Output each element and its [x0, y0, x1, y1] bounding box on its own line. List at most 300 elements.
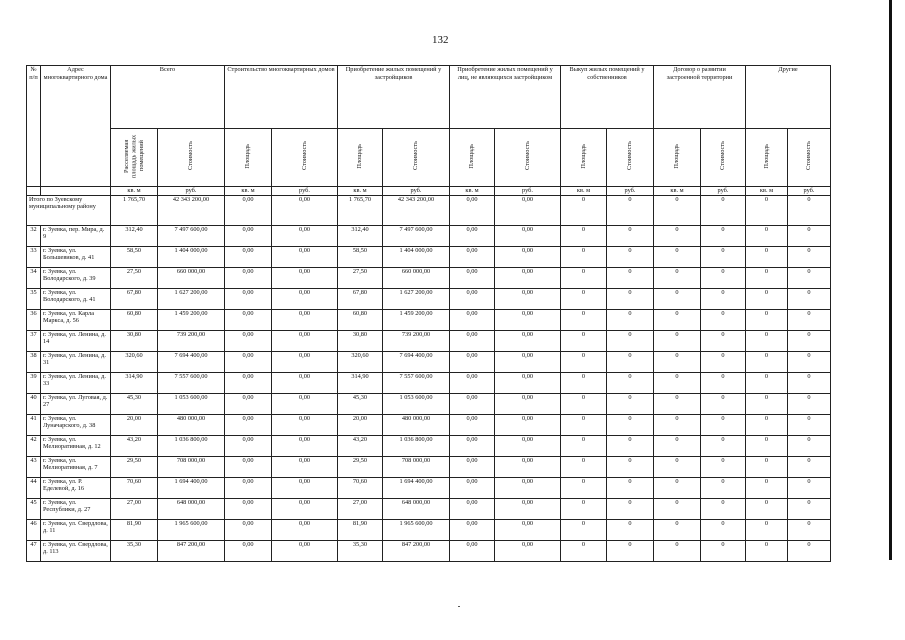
row-value: 81,90	[111, 519, 158, 540]
row-value: 0	[701, 330, 746, 351]
subheader-area-text: Площадь	[244, 143, 252, 169]
row-value: 0	[607, 414, 654, 435]
row-value: 0	[607, 267, 654, 288]
units-cost: руб.	[272, 186, 338, 195]
row-value: 0,00	[495, 477, 561, 498]
row-value: 0,00	[450, 519, 495, 540]
subheader-cost	[383, 129, 450, 187]
row-value: 0,00	[450, 351, 495, 372]
row-value: 0,00	[272, 540, 338, 561]
row-value: 0	[654, 477, 701, 498]
total-value: 0,00	[495, 195, 561, 225]
row-value: 0	[701, 309, 746, 330]
page-edge-bar	[889, 0, 892, 560]
row-value: 312,40	[338, 225, 383, 246]
row-value: 0,00	[495, 456, 561, 477]
row-value: 0	[561, 246, 607, 267]
subheader-cost-text: Стоимость	[719, 141, 727, 171]
row-value: 0	[561, 225, 607, 246]
row-address: г. Зуевка, ул. Ленина, д. 31	[41, 351, 111, 372]
row-number: 36	[27, 309, 41, 330]
row-value: 0	[607, 477, 654, 498]
header-group-non-developers: Приобретение жилых помещений у лиц, не являющихся застройщиком	[450, 66, 561, 129]
row-value: 0	[654, 435, 701, 456]
row-value: 0,00	[225, 267, 272, 288]
row-value: 0	[746, 351, 788, 372]
row-address: г. Зуевка, ул. Свердлова, д. 11	[41, 519, 111, 540]
table-row	[27, 372, 831, 393]
subheader-cost-text: Стоимость	[523, 141, 531, 171]
row-number: 41	[27, 414, 41, 435]
table-row	[27, 393, 831, 414]
row-value: 0,00	[225, 309, 272, 330]
row-value: 0,00	[450, 414, 495, 435]
row-value: 0	[654, 288, 701, 309]
row-value: 60,80	[111, 309, 158, 330]
row-value: 0	[654, 330, 701, 351]
row-value: 0	[561, 456, 607, 477]
row-value: 0	[788, 288, 831, 309]
row-value: 0	[746, 288, 788, 309]
row-value: 0,00	[225, 414, 272, 435]
row-value: 0	[701, 225, 746, 246]
row-value: 0	[701, 246, 746, 267]
row-value: 0	[788, 267, 831, 288]
row-value: 0	[607, 372, 654, 393]
row-value: 0	[701, 288, 746, 309]
subheader-area	[746, 129, 788, 187]
row-value: 0	[701, 267, 746, 288]
row-value: 0	[746, 372, 788, 393]
row-value: 1 965 600,00	[158, 519, 225, 540]
row-value: 0	[607, 435, 654, 456]
row-value: 480 000,00	[158, 414, 225, 435]
subheader-area	[654, 129, 701, 187]
row-value: 0	[607, 540, 654, 561]
row-value: 0,00	[225, 498, 272, 519]
row-value: 0	[654, 309, 701, 330]
total-value: 42 343 200,00	[158, 195, 225, 225]
table-row	[27, 246, 831, 267]
row-value: 0,00	[272, 351, 338, 372]
units-area: кв. м	[654, 186, 701, 195]
row-value: 0	[701, 393, 746, 414]
row-address: г. Зуевка, пер. Мира, д. 9	[41, 225, 111, 246]
row-value: 1 459 200,00	[158, 309, 225, 330]
units-cost: руб.	[788, 186, 831, 195]
table-row	[27, 309, 831, 330]
row-value: 0,00	[272, 414, 338, 435]
subheader-cost	[607, 129, 654, 187]
header-group-total: Всего	[111, 66, 225, 129]
row-value: 1 627 200,00	[158, 288, 225, 309]
row-value: 0,00	[495, 519, 561, 540]
subheader-area-text: Площадь	[356, 143, 364, 169]
row-value: 0	[788, 477, 831, 498]
row-value: 27,50	[111, 267, 158, 288]
row-number: 34	[27, 267, 41, 288]
row-value: 0	[788, 540, 831, 561]
row-value: 708 000,00	[383, 456, 450, 477]
row-value: 0	[788, 225, 831, 246]
row-value: 0	[561, 288, 607, 309]
row-value: 0,00	[450, 477, 495, 498]
row-value: 847 200,00	[383, 540, 450, 561]
total-value: 0	[701, 195, 746, 225]
row-value: 67,80	[111, 288, 158, 309]
row-value: 0	[788, 414, 831, 435]
row-value: 0	[788, 456, 831, 477]
total-value: 1 765,70	[338, 195, 383, 225]
row-value: 1 053 600,00	[383, 393, 450, 414]
row-value: 0	[746, 456, 788, 477]
row-value: 0	[746, 393, 788, 414]
units-area: кв. м	[111, 186, 158, 195]
row-value: 0,00	[450, 456, 495, 477]
row-value: 1 404 000,00	[383, 246, 450, 267]
row-value: 0	[561, 372, 607, 393]
row-value: 0,00	[272, 456, 338, 477]
row-value: 0,00	[225, 288, 272, 309]
total-value: 0	[746, 195, 788, 225]
row-number: 47	[27, 540, 41, 561]
row-value: 0	[607, 456, 654, 477]
row-address: г. Зуевка, ул. Володарского, д. 39	[41, 267, 111, 288]
row-value: 0	[788, 519, 831, 540]
subheader-area-text: Площадь	[468, 143, 476, 169]
row-address: г. Зуевка, ул. Володарского, д. 41	[41, 288, 111, 309]
table-row	[27, 498, 831, 519]
row-value: 0	[561, 267, 607, 288]
subheader-cost-text: Стоимость	[187, 141, 195, 171]
row-value: 70,60	[338, 477, 383, 498]
row-value: 0,00	[495, 372, 561, 393]
row-value: 0	[701, 540, 746, 561]
row-number: 43	[27, 456, 41, 477]
row-address: г. Зуевка, ул. Республики, д. 27	[41, 498, 111, 519]
row-number: 32	[27, 225, 41, 246]
row-value: 0	[561, 519, 607, 540]
row-value: 1 036 800,00	[383, 435, 450, 456]
row-value: 0	[788, 330, 831, 351]
units-area: кв. м	[561, 186, 607, 195]
row-value: 0	[561, 330, 607, 351]
row-value: 29,50	[111, 456, 158, 477]
row-value: 0,00	[450, 225, 495, 246]
row-value: 0,00	[495, 288, 561, 309]
row-value: 0,00	[272, 288, 338, 309]
row-value: 0	[654, 456, 701, 477]
row-value: 35,30	[338, 540, 383, 561]
row-value: 0	[561, 351, 607, 372]
row-value: 0,00	[225, 225, 272, 246]
row-value: 1 053 600,00	[158, 393, 225, 414]
row-value: 45,30	[111, 393, 158, 414]
total-value: 0,00	[225, 195, 272, 225]
row-value: 0,00	[450, 267, 495, 288]
header-address: Адрес многоквартирного дома	[41, 66, 111, 187]
row-value: 30,80	[338, 330, 383, 351]
row-value: 0	[607, 309, 654, 330]
row-value: 7 497 600,00	[158, 225, 225, 246]
scan-speck	[458, 606, 460, 607]
row-value: 0,00	[495, 225, 561, 246]
row-value: 0,00	[495, 246, 561, 267]
units-cost: руб.	[495, 186, 561, 195]
subheader-area-text: Площадь	[762, 143, 770, 169]
row-number: 40	[27, 393, 41, 414]
total-value: 42 343 200,00	[383, 195, 450, 225]
row-value: 320,60	[111, 351, 158, 372]
row-number: 42	[27, 435, 41, 456]
table-row	[27, 225, 831, 246]
row-value: 0	[654, 225, 701, 246]
row-value: 0,00	[495, 498, 561, 519]
total-value: 0	[788, 195, 831, 225]
header-group-construction: Строительство многоквартирных домов	[225, 66, 338, 129]
row-value: 58,50	[111, 246, 158, 267]
subheader-cost-text: Стоимость	[805, 141, 813, 171]
units-area: кв. м	[225, 186, 272, 195]
table-row	[27, 477, 831, 498]
row-value: 0,00	[225, 435, 272, 456]
units-empty	[41, 186, 111, 195]
row-value: 0,00	[495, 351, 561, 372]
table-row	[27, 540, 831, 561]
row-number: 33	[27, 246, 41, 267]
subheader-area-text: Площадь	[673, 143, 681, 169]
row-value: 0	[654, 540, 701, 561]
row-value: 27,00	[111, 498, 158, 519]
row-value: 1 459 200,00	[383, 309, 450, 330]
row-value: 7 694 400,00	[383, 351, 450, 372]
row-value: 0	[788, 498, 831, 519]
total-value: 0,00	[272, 195, 338, 225]
row-value: 0	[654, 372, 701, 393]
row-value: 0,00	[225, 330, 272, 351]
row-address: г. Зуевка, ул. Большевиков, д. 41	[41, 246, 111, 267]
row-value: 0	[788, 393, 831, 414]
row-value: 0,00	[272, 477, 338, 498]
row-value: 0,00	[272, 435, 338, 456]
units-area: кв. м	[338, 186, 383, 195]
table-row	[27, 435, 831, 456]
row-value: 0	[788, 351, 831, 372]
row-value: 0	[654, 246, 701, 267]
row-value: 0	[701, 456, 746, 477]
units-cost: руб.	[158, 186, 225, 195]
row-value: 0	[701, 435, 746, 456]
row-value: 0	[788, 246, 831, 267]
row-value: 320,60	[338, 351, 383, 372]
row-value: 0	[607, 351, 654, 372]
row-value: 0,00	[450, 288, 495, 309]
header-row-subcolumns	[27, 129, 831, 187]
row-value: 43,20	[338, 435, 383, 456]
row-value: 0,00	[272, 519, 338, 540]
row-value: 660 000,00	[383, 267, 450, 288]
row-value: 0	[746, 330, 788, 351]
row-value: 0,00	[272, 267, 338, 288]
subheader-area	[561, 129, 607, 187]
table-body	[27, 195, 831, 561]
row-value: 27,50	[338, 267, 383, 288]
row-value: 0,00	[495, 393, 561, 414]
row-value: 0	[788, 309, 831, 330]
row-value: 0,00	[272, 372, 338, 393]
row-value: 0,00	[225, 372, 272, 393]
units-cost: руб.	[701, 186, 746, 195]
row-value: 0	[561, 435, 607, 456]
row-address: г. Зуевка, ул. Свердлова, д. 113	[41, 540, 111, 561]
row-value: 0,00	[450, 393, 495, 414]
row-value: 0	[561, 309, 607, 330]
row-value: 0,00	[450, 372, 495, 393]
row-value: 0	[701, 498, 746, 519]
row-value: 0	[607, 288, 654, 309]
subheader-cost-text: Стоимость	[626, 141, 634, 171]
row-value: 27,00	[338, 498, 383, 519]
row-value: 0,00	[225, 540, 272, 561]
row-value: 0	[561, 393, 607, 414]
subheader-cost	[158, 129, 225, 187]
header-row-groups	[27, 66, 831, 129]
total-value: 0	[607, 195, 654, 225]
row-value: 29,50	[338, 456, 383, 477]
subheader-resettled-area-text: Расселяемая площадь жилых помещений	[122, 134, 145, 178]
row-value: 67,80	[338, 288, 383, 309]
total-value: 0	[654, 195, 701, 225]
row-address: г. Зуевка, ул. Луначарского, д. 38	[41, 414, 111, 435]
row-value: 0,00	[450, 435, 495, 456]
row-value: 0	[788, 435, 831, 456]
row-value: 0	[561, 414, 607, 435]
units-cost: руб.	[607, 186, 654, 195]
table-row	[27, 330, 831, 351]
subheader-cost	[495, 129, 561, 187]
row-address: г. Зуевка, ул. Мелиоративная, д. 7	[41, 456, 111, 477]
row-value: 312,40	[111, 225, 158, 246]
subheader-resettled-area	[111, 129, 158, 187]
row-value: 0	[746, 246, 788, 267]
row-value: 0,00	[225, 456, 272, 477]
row-value: 20,00	[338, 414, 383, 435]
table-row	[27, 519, 831, 540]
row-value: 35,30	[111, 540, 158, 561]
row-value: 0	[654, 414, 701, 435]
row-number: 44	[27, 477, 41, 498]
row-value: 0,00	[495, 414, 561, 435]
row-value: 0,00	[272, 246, 338, 267]
row-value: 0	[746, 477, 788, 498]
total-label: Итого по Зуевскому муниципальному району	[27, 195, 111, 225]
row-number: 45	[27, 498, 41, 519]
row-value: 0,00	[450, 540, 495, 561]
row-address: г. Зуевка, ул. Мелиоративная, д. 12	[41, 435, 111, 456]
row-value: 0,00	[272, 498, 338, 519]
row-value: 0	[701, 372, 746, 393]
row-address: г. Зуевка, ул. Ленина, д. 14	[41, 330, 111, 351]
row-number: 37	[27, 330, 41, 351]
row-value: 648 000,00	[158, 498, 225, 519]
table-row	[27, 288, 831, 309]
row-value: 0,00	[495, 540, 561, 561]
table-row	[27, 351, 831, 372]
row-value: 0,00	[272, 225, 338, 246]
subheader-cost-text: Стоимость	[412, 141, 420, 171]
row-value: 7 694 400,00	[158, 351, 225, 372]
total-value: 0	[561, 195, 607, 225]
row-value: 0,00	[225, 477, 272, 498]
row-value: 43,20	[111, 435, 158, 456]
row-value: 847 200,00	[158, 540, 225, 561]
row-value: 0,00	[495, 267, 561, 288]
row-value: 0	[561, 540, 607, 561]
row-value: 648 000,00	[383, 498, 450, 519]
row-value: 1 627 200,00	[383, 288, 450, 309]
row-value: 0,00	[450, 330, 495, 351]
row-value: 739 200,00	[158, 330, 225, 351]
row-value: 0,00	[225, 393, 272, 414]
row-value: 0	[746, 267, 788, 288]
row-value: 0	[607, 498, 654, 519]
row-value: 60,80	[338, 309, 383, 330]
row-value: 1 036 800,00	[158, 435, 225, 456]
units-area: кв. м	[450, 186, 495, 195]
total-row	[27, 195, 831, 225]
row-value: 0,00	[450, 498, 495, 519]
row-value: 0,00	[450, 246, 495, 267]
row-value: 0	[561, 477, 607, 498]
row-value: 0	[746, 519, 788, 540]
row-value: 30,80	[111, 330, 158, 351]
units-empty	[27, 186, 41, 195]
row-value: 0	[607, 393, 654, 414]
units-cost: руб.	[383, 186, 450, 195]
row-address: г. Зуевка, ул. Луговая, д. 27	[41, 393, 111, 414]
row-value: 45,30	[338, 393, 383, 414]
row-value: 0	[607, 330, 654, 351]
row-value: 0	[654, 267, 701, 288]
row-value: 0	[746, 414, 788, 435]
resettlement-table	[26, 65, 831, 562]
row-value: 0	[701, 477, 746, 498]
row-value: 0,00	[225, 246, 272, 267]
row-value: 1 965 600,00	[383, 519, 450, 540]
row-value: 7 557 600,00	[383, 372, 450, 393]
header-group-developers: Приобретение жилых помещений у застройщиков	[338, 66, 450, 129]
row-value: 0,00	[495, 330, 561, 351]
row-value: 20,00	[111, 414, 158, 435]
row-value: 7 497 600,00	[383, 225, 450, 246]
units-area: кв. м	[746, 186, 788, 195]
row-number: 46	[27, 519, 41, 540]
table-row	[27, 267, 831, 288]
row-value: 0,00	[225, 351, 272, 372]
row-value: 7 557 600,00	[158, 372, 225, 393]
row-value: 0,00	[272, 309, 338, 330]
row-value: 739 200,00	[383, 330, 450, 351]
total-value: 1 765,70	[111, 195, 158, 225]
row-value: 1 404 000,00	[158, 246, 225, 267]
row-number: 35	[27, 288, 41, 309]
subheader-cost	[701, 129, 746, 187]
row-address: г. Зуевка, ул. Карла Маркса, д. 56	[41, 309, 111, 330]
row-value: 0	[746, 540, 788, 561]
row-value: 0,00	[225, 519, 272, 540]
row-value: 0,00	[272, 393, 338, 414]
row-value: 0	[654, 519, 701, 540]
